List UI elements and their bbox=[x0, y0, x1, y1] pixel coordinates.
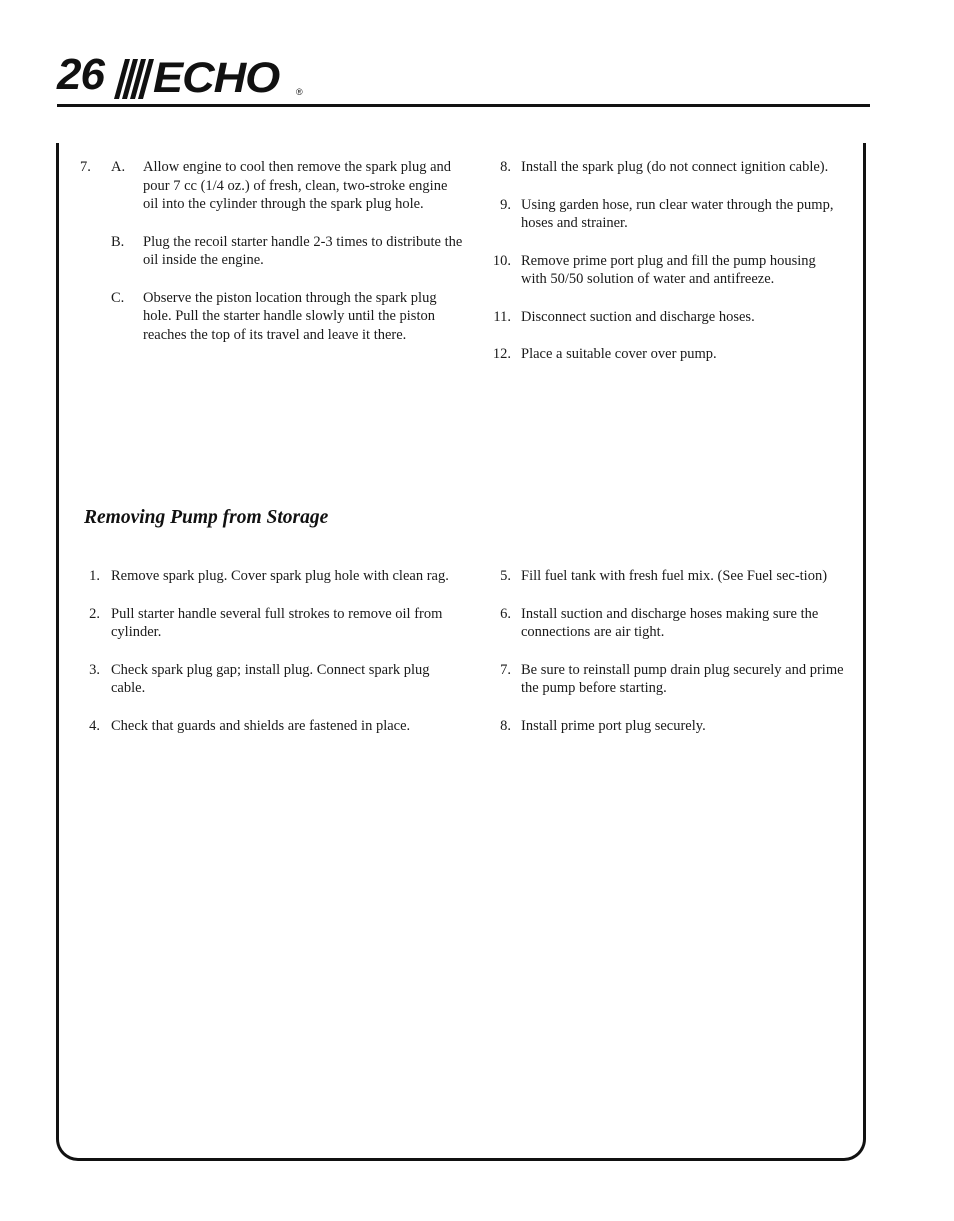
substep-letter: C. bbox=[111, 289, 125, 306]
substep bbox=[111, 289, 465, 345]
step-number: 7. bbox=[80, 159, 91, 175]
list-item bbox=[80, 661, 465, 698]
list-item bbox=[489, 308, 844, 327]
list-item bbox=[80, 567, 465, 586]
step-number: 11. bbox=[493, 308, 511, 325]
page-header bbox=[0, 0, 954, 110]
step-text: Install suction and discharge hoses making sure the connections are air tight. bbox=[521, 605, 819, 640]
page-number: 26 bbox=[57, 50, 104, 99]
step-text: Using garden hose, run clear water through the pump, hoses and strainer. bbox=[521, 196, 834, 231]
step-text: Remove prime port plug and fill the pump housing with 50/50 solution of water and antifreeze. bbox=[521, 252, 816, 287]
echo-logo bbox=[113, 54, 313, 103]
logo-wordmark: ECHO bbox=[153, 54, 280, 102]
registered-mark: ® bbox=[296, 87, 303, 97]
substep-letter: B. bbox=[111, 233, 125, 250]
list-item bbox=[80, 605, 465, 642]
step-number: 8. bbox=[500, 159, 511, 175]
step-text: Fill fuel tank with fresh fuel mix. (See Fuel sec-tion) bbox=[521, 568, 828, 584]
list-item bbox=[489, 158, 844, 177]
substep-text: Plug the recoil starter handle 2-3 times to distribute the oil inside the engine. bbox=[143, 233, 463, 268]
step-number: 2. bbox=[89, 605, 100, 622]
step-text: Install prime port plug securely. bbox=[521, 717, 706, 734]
list-item bbox=[489, 661, 844, 698]
step-text: Disconnect suction and discharge hoses. bbox=[521, 308, 755, 325]
section-title: Removing Pump from Storage bbox=[84, 507, 329, 528]
list-item bbox=[489, 717, 844, 736]
step-number: 5. bbox=[500, 568, 511, 584]
substep bbox=[111, 158, 465, 214]
list-item bbox=[489, 605, 844, 642]
header-rule bbox=[57, 104, 870, 107]
step-text: Remove spark plug. Cover spark plug hole with clean rag. bbox=[111, 568, 449, 584]
list-item bbox=[489, 567, 844, 586]
step-number: 10. bbox=[492, 252, 511, 269]
substep-letter: A. bbox=[111, 159, 126, 175]
list-item bbox=[489, 345, 844, 364]
substep bbox=[111, 233, 465, 270]
removing-right-column bbox=[489, 567, 844, 754]
storage-left-column bbox=[80, 158, 465, 363]
list-item bbox=[489, 252, 844, 289]
substep-text: Allow engine to cool then remove the spark plug and pour 7 cc (1/4 oz.) of fresh, clean, two-stroke engine oil into the cylinder through the spark plug hole. bbox=[143, 159, 452, 212]
substep-text: Observe the piston location through the spark plug hole. Pull the starter handle slowly until the piston reaches the top of its travel and leave it there. bbox=[143, 289, 437, 343]
list-item bbox=[80, 717, 465, 736]
step-number: 12. bbox=[492, 346, 511, 362]
removing-left-column bbox=[80, 567, 465, 754]
step-number: 8. bbox=[500, 717, 511, 734]
step-number: 6. bbox=[500, 605, 511, 622]
storage-right-column bbox=[489, 158, 844, 383]
step-number: 1. bbox=[89, 568, 100, 584]
step-number: 3. bbox=[89, 661, 100, 678]
step-text: Pull starter handle several full strokes to remove oil from cylinder. bbox=[111, 605, 443, 640]
list-item bbox=[489, 196, 844, 233]
step-text: Check that guards and shields are fastened in place. bbox=[111, 717, 411, 734]
step-number: 7. bbox=[500, 661, 511, 678]
step-text: Place a suitable cover over pump. bbox=[521, 346, 717, 362]
step-number: 4. bbox=[89, 717, 100, 734]
step-text: Check spark plug gap; install plug. Connect spark plug cable. bbox=[111, 661, 430, 696]
step-text: Install the spark plug (do not connect ignition cable). bbox=[521, 159, 829, 175]
logo-stripes-icon bbox=[113, 57, 155, 103]
step-number: 9. bbox=[500, 196, 511, 213]
step-text: Be sure to reinstall pump drain plug securely and prime the pump before starting. bbox=[521, 661, 844, 696]
